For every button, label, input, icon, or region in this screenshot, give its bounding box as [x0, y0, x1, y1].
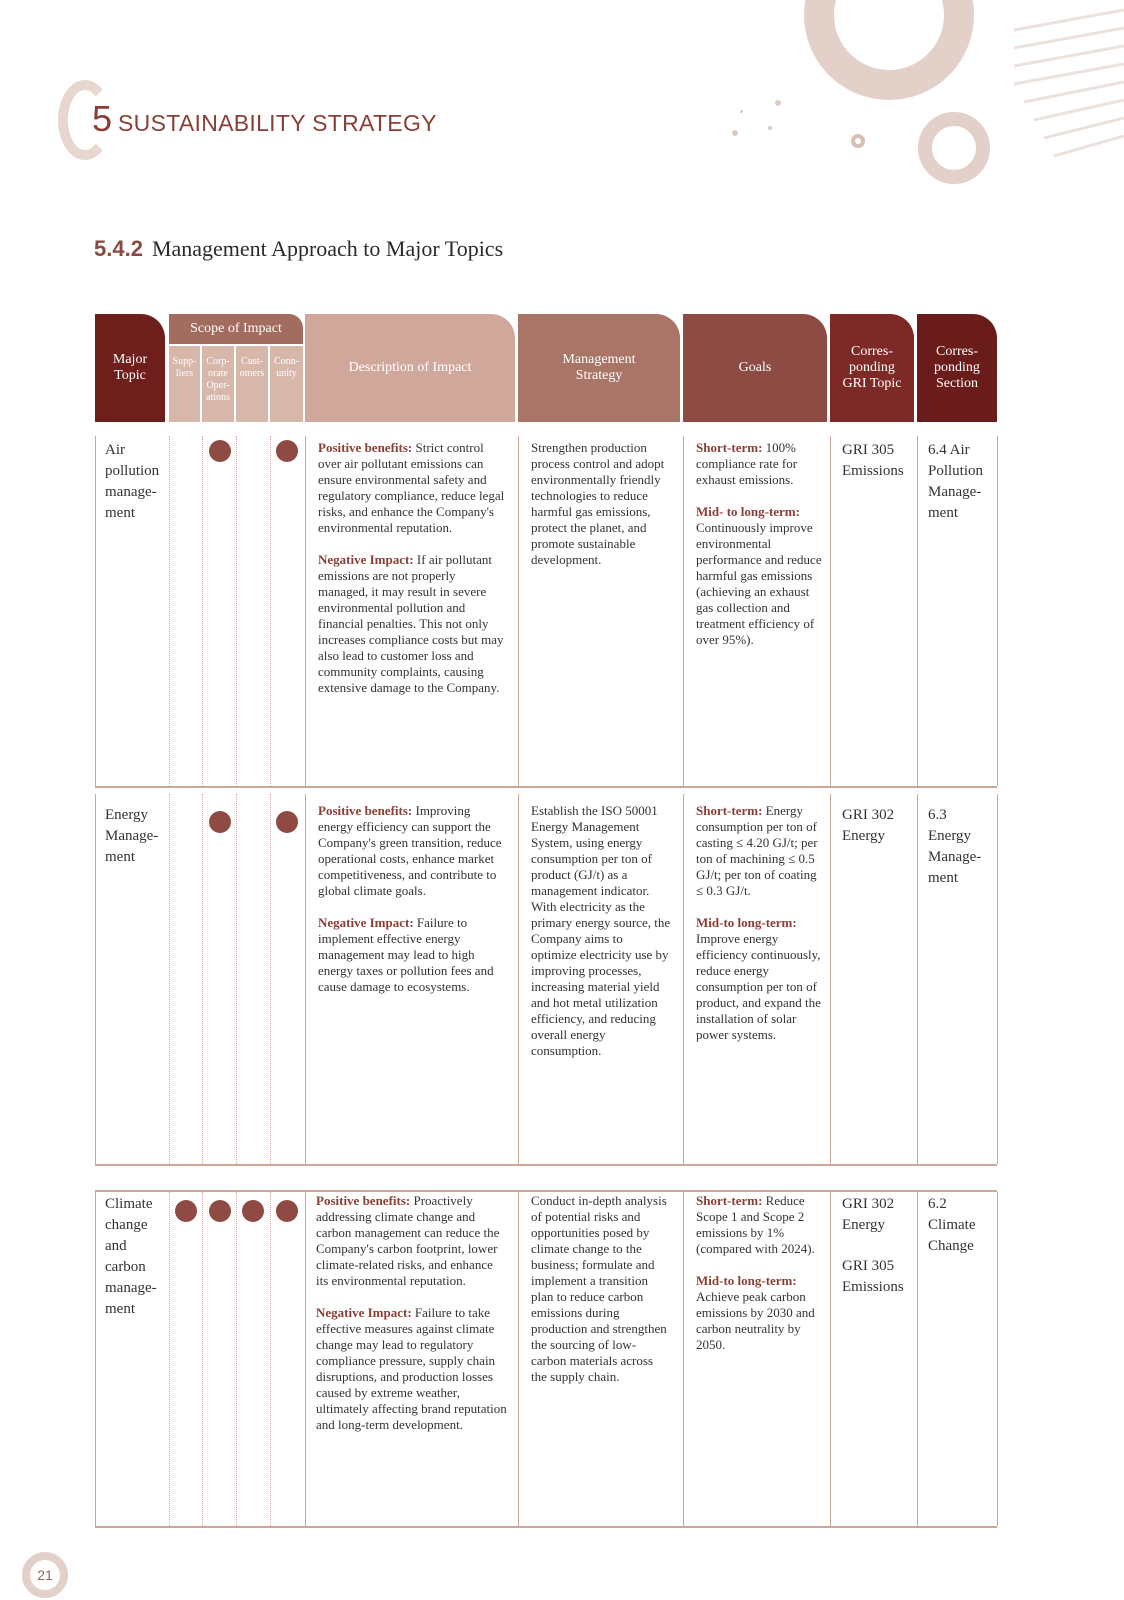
row-1-description	[318, 440, 508, 712]
column-divider	[917, 794, 918, 1164]
scope-column-divider	[270, 436, 271, 786]
row-3-positive-text: Proactively addressing climate change and carbon management can reduce the Company's carbon footprint, lower climate-related risks, and enhance its environmental reputation.	[316, 1193, 500, 1288]
column-divider	[305, 794, 306, 1164]
row-3-scope-community-dot	[276, 1200, 298, 1222]
row-2-scope-community-dot	[276, 811, 298, 833]
row-3-scope-corporate-dot	[209, 1200, 231, 1222]
row-1-long-text: Continuously improve environmental performance and reduce harmful gas emissions (achieving an exhaust gas collection and treatment efficiency of over 95%).	[696, 520, 822, 647]
header-scope-community: Conn- unity	[270, 346, 303, 422]
header-gri-topic: Corres- ponding GRI Topic	[830, 314, 914, 422]
column-divider	[830, 794, 831, 1164]
scope-column-divider	[236, 794, 237, 1164]
header-scope-corporate-operations: Corp- orate Oper- ations	[202, 346, 234, 422]
scope-column-divider	[236, 1192, 237, 1526]
row-2-scope-corporate-dot	[209, 811, 231, 833]
column-divider	[683, 794, 684, 1164]
column-divider	[305, 436, 306, 786]
row-3-negative-label: Negative Impact:	[316, 1305, 412, 1320]
row-2-positive-label: Positive benefits:	[318, 803, 413, 818]
chapter-heading	[92, 98, 437, 140]
row-3-gri-primary: GRI 302 Energy	[842, 1196, 895, 1233]
row-3-long-text: Achieve peak carbon emissions by 2030 and carbon neutrality by 2050.	[696, 1289, 815, 1352]
column-divider	[683, 1192, 684, 1526]
scope-column-divider	[169, 1192, 170, 1526]
column-divider	[997, 794, 998, 1164]
section-title: Management Approach to Major Topics	[151, 236, 504, 261]
row-1-short-text: 100% compliance rate for exhaust emissions.	[696, 440, 798, 487]
section-number: 5.4.2	[94, 236, 143, 261]
page-number: 21	[37, 1567, 53, 1583]
scope-column-divider	[202, 436, 203, 786]
row-divider	[95, 1164, 997, 1166]
column-divider	[518, 1192, 519, 1526]
row-2-gri: GRI 302 Energy	[842, 807, 895, 844]
small-gear-decoration	[851, 134, 865, 148]
large-gear-decoration	[804, 0, 974, 100]
column-divider	[95, 794, 96, 1164]
row-divider	[95, 786, 997, 788]
dot-decoration	[732, 130, 738, 136]
row-2-goals	[696, 803, 822, 1059]
column-divider	[518, 436, 519, 786]
header-goals: Goals	[683, 314, 827, 422]
row-3-scope-suppliers-dot	[175, 1200, 197, 1222]
page-number-badge	[22, 1552, 68, 1598]
row-2-negative-label: Negative Impact:	[318, 915, 414, 930]
row-1-long-label: Mid- to long-term:	[696, 504, 800, 519]
chapter-number: 5	[92, 98, 113, 139]
row-3-goals	[696, 1193, 822, 1369]
row-3-short-label: Short-term:	[696, 1193, 763, 1208]
row-2-positive-text: Improving energy efficiency can support the Company's green transition, reduce operational costs, enhance market competitiveness, and contribute to global climate goals.	[318, 803, 502, 898]
chapter-title: SUSTAINABILITY STRATEGY	[118, 110, 437, 136]
column-divider	[830, 1192, 831, 1526]
row-1-negative-label: Negative Impact:	[318, 552, 414, 567]
row-3-scope-customers-dot	[242, 1200, 264, 1222]
row-3-short-text: Reduce Scope 1 and Scope 2 emissions by 1% (compared with 2024).	[696, 1193, 815, 1256]
row-3-gri	[842, 1194, 912, 1298]
dot-decoration	[768, 126, 772, 130]
scope-column-divider	[169, 436, 170, 786]
row-1-negative-text: If air pollutant emissions are not properly managed, it may result in severe environmental pollution and financial penalties. This not only increases compliance costs but may also lead to customer loss and community complaints, causing extensive damage to the Company.	[318, 552, 504, 695]
dot-decoration	[740, 110, 743, 113]
row-1-positive-text: Strict control over air pollutant emissions can ensure environmental safety and regulatory compliance, reduce legal risks, and enhance the Company's environmental reputation.	[318, 440, 505, 535]
row-1-short-label: Short-term:	[696, 440, 763, 455]
row-3-section: 6.2 Climate Change	[928, 1196, 976, 1254]
row-2-long-label: Mid-to long-term:	[696, 915, 797, 930]
row-1-section: 6.4 Air Pollution Manage- ment	[928, 442, 984, 521]
column-divider	[95, 436, 96, 786]
column-divider	[917, 436, 918, 786]
row-1-strategy: Strengthen production process control and adopt environmentally friendly technologies to reduce harmful gas emissions, protect the planet, and promote sustainable development.	[531, 440, 665, 567]
row-2-description	[318, 803, 508, 1011]
row-2-strategy: Establish the ISO 50001 Energy Management System, using energy consumption per ton of product (GJ/t) as a management indicator. With electricity as the primary energy source, the Company aims to optimize electricity use by improving processes, increasing material yield and hot metal utilization efficiency, and reducing overall energy consumption.	[531, 803, 671, 1058]
row-1-goals	[696, 440, 822, 664]
row-3-gri-secondary: GRI 305 Emissions	[842, 1258, 904, 1295]
row-1-topic: Air pollution manage- ment	[105, 442, 160, 521]
column-divider	[830, 436, 831, 786]
row-3-description	[316, 1193, 508, 1449]
row-1-scope-community-dot	[276, 440, 298, 462]
column-divider	[917, 1192, 918, 1526]
header-scope-customers: Cust- omers	[236, 346, 268, 422]
header-management-strategy: Management Strategy	[518, 314, 680, 422]
header-scope-of-impact: Scope of Impact	[169, 314, 303, 344]
row-3-topic: Climate change and carbon manage- ment	[105, 1196, 157, 1317]
row-2-short-label: Short-term:	[696, 803, 763, 818]
row-2-negative-text: Failure to implement effective energy management may lead to high energy taxes or pollution fees and cause damage to ecosystems.	[318, 915, 494, 994]
row-1-scope-corporate-dot	[209, 440, 231, 462]
scope-column-divider	[202, 794, 203, 1164]
column-divider	[305, 1192, 306, 1526]
column-divider	[95, 1192, 96, 1526]
row-3-positive-label: Positive benefits:	[316, 1193, 411, 1208]
stripe-pattern-decoration	[974, 0, 1124, 190]
header-corresponding-section: Corres- ponding Section	[917, 314, 997, 422]
table-bottom-line	[95, 1526, 997, 1528]
row-3-strategy: Conduct in-depth analysis of potential risks and opportunities posed by climate change to the business; formulate and implement a transition plan to reduce carbon emissions during production and strengthen the sourcing of low-carbon materials across the supply chain.	[531, 1193, 667, 1384]
row-1-gri: GRI 305 Emissions	[842, 442, 904, 479]
dot-decoration	[775, 100, 781, 106]
scope-column-divider	[202, 1192, 203, 1526]
column-divider	[997, 1192, 998, 1526]
scope-column-divider	[236, 436, 237, 786]
row-3-negative-text: Failure to take effective measures against climate change may lead to regulatory compliance pressure, supply chain disruptions, and production losses caused by extreme weather, ultimately affecting brand reputation and long-term development.	[316, 1305, 507, 1432]
scope-column-divider	[169, 794, 170, 1164]
row-divider	[95, 1190, 997, 1192]
column-divider	[518, 794, 519, 1164]
header-description-of-impact: Description of Impact	[305, 314, 515, 422]
column-divider	[997, 436, 998, 786]
row-1-positive-label: Positive benefits:	[318, 440, 413, 455]
header-scope-suppliers: Supp- liers	[169, 346, 200, 422]
row-2-topic: Energy Manage- ment	[105, 807, 159, 865]
section-heading	[94, 236, 503, 262]
scope-column-divider	[270, 1192, 271, 1526]
header-major-topic: Major Topic	[95, 314, 165, 422]
column-divider	[683, 436, 684, 786]
row-3-long-label: Mid-to long-term:	[696, 1273, 797, 1288]
row-2-section: 6.3 Energy Manage- ment	[928, 807, 982, 886]
scope-column-divider	[270, 794, 271, 1164]
row-2-short-text: Energy consumption per ton of casting ≤ 4.20 GJ/t; per ton of machining ≤ 0.5 GJ/t; per ton of coating ≤ 0.3 GJ/t.	[696, 803, 818, 898]
row-2-long-text: Improve energy efficiency continuously, reduce energy consumption per ton of product, and expand the installation of solar power systems.	[696, 931, 821, 1042]
